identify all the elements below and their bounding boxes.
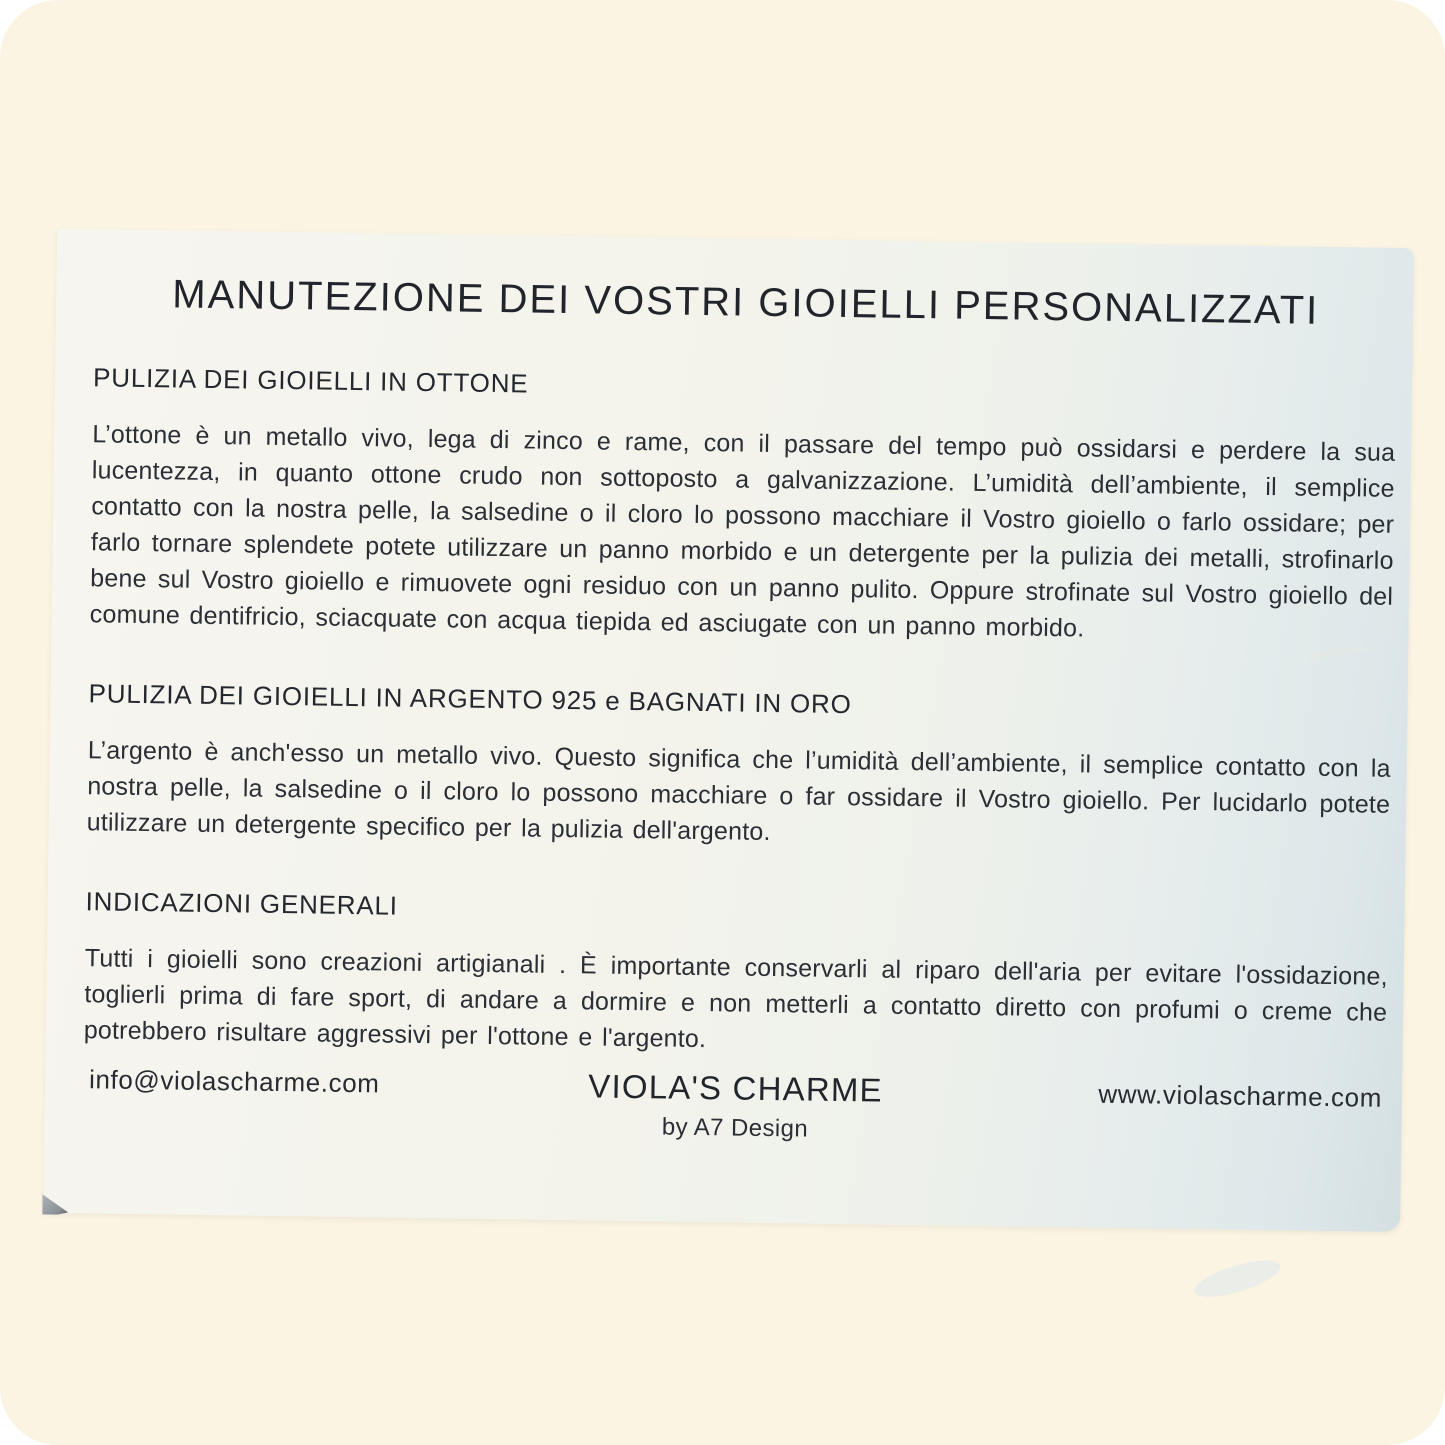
contact-email: info@violascharme.com <box>88 1064 380 1099</box>
care-instruction-card <box>43 229 1414 1232</box>
section-heading-indicazioni-generali: INDICAZIONI GENERALI <box>85 886 399 921</box>
card-footer <box>82 1060 1386 1152</box>
section-heading-ottone: PULIZIA DEI GIOIELLI IN OTTONE <box>92 362 529 399</box>
section-body-argento: L’argento è anch'esso un metallo vivo. Questo significa che l’umidità dell’ambiente, il semplice contatto con la nostra pelle, la salsedine o il cloro lo possono macchiare o far ossidare il Vostro gioiello. Per lucidarlo potete utilizzare un detergente specifico per la pulizia dell'argento. <box>86 736 1391 846</box>
smudge-mark <box>1191 1253 1285 1304</box>
section-body-ottone: L’ottone è un metallo vivo, lega di zinco e rame, con il passare del tempo può ossidarsi e perdere la sua lucentezza, in quanto ottone crudo non sottoposto a galvanizzazione. L’umidità dell’ambiente, il semplice contatto con la nostra pelle, la salsedine o il cloro lo possono macchiare il Vostro gioiello o farlo ossidare; per farlo tornare splendete potete utilizzare un panno morbido e un detergente per la pulizia dei metalli, strofinarlo bene sul Vostro gioiello e rimuovete ogni residuo con un panno pulito. Oppure strofinate sul Vostro gioiello del comune dentifricio, sciacquate con acqua tiepida ed asciugate con un panno morbido. <box>89 420 1396 643</box>
brand-name: VIOLA'S CHARME <box>588 1067 884 1109</box>
website-url: www.violascharme.com <box>1098 1078 1383 1113</box>
section-heading-argento: PULIZIA DEI GIOIELLI IN ARGENTO 925 e BAGNATI IN ORO <box>88 678 852 720</box>
card-title: MANUTEZIONE DEI VOSTRI GIOIELLI PERSONALIZZATI <box>172 272 1320 333</box>
card-content <box>43 229 1414 1232</box>
brand-byline: by A7 Design <box>661 1113 809 1143</box>
section-body-indicazioni-generali: Tutti i gioielli sono creazioni artigianali . È importante conservarli al riparo dell'aria per evitare l'ossidazione, toglierli prima di fare sport, di andare a dormire e non metterli a contatto diretto con profumi o creme che potrebbero risultare aggressivi per l'ottone e l'argento. <box>83 944 1388 1054</box>
